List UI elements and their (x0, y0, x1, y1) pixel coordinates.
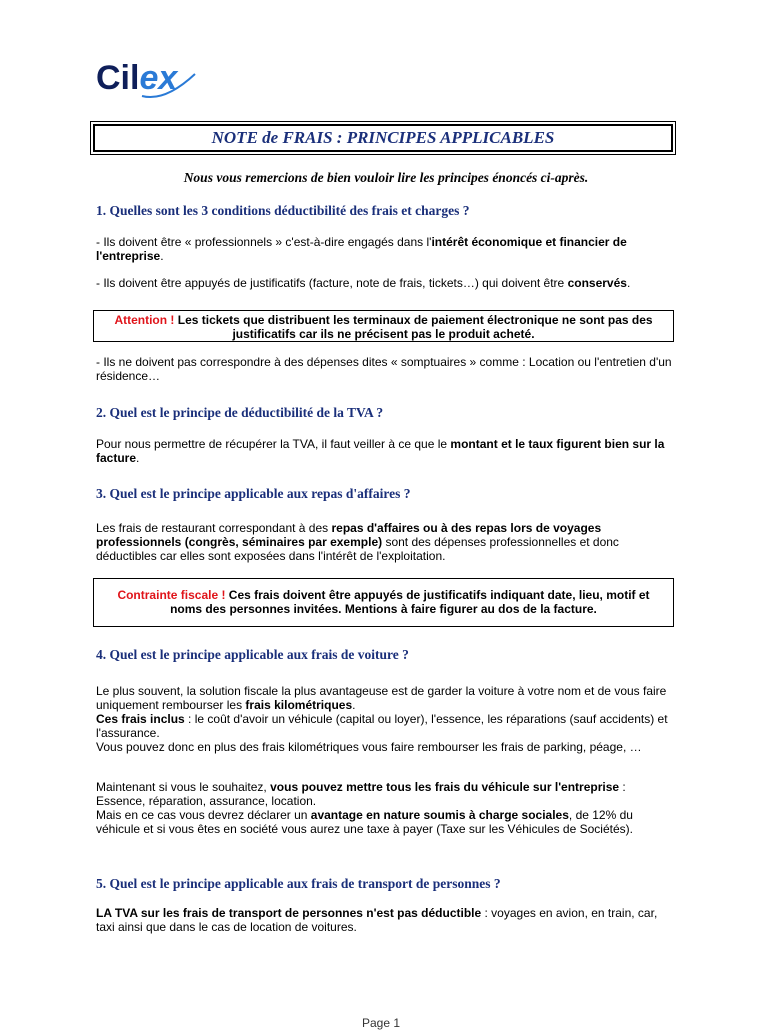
fiscal-constraint-label: Contrainte fiscale ! (117, 588, 226, 602)
section-5-heading: 5. Quel est le principe applicable aux frais de transport de personnes ? (96, 876, 501, 891)
section-2-heading: 2. Quel est le principe de déductibilité de la TVA ? (96, 405, 384, 420)
logo-text-part1: Cil (96, 59, 140, 97)
section-4-paragraph-4: Maintenant si vous le souhaitez, vous pouvez mettre tous les frais du véhicule sur l'entreprise : Essence, réparation, assurance, location. (96, 780, 626, 808)
attention-box: Attention ! Les tickets que distribuent les terminaux de paiement électronique ne sont pas des justificatifs car ils ne précisent pas le produit acheté. (93, 310, 674, 342)
section-4-paragraph-5: Mais en ce cas vous devrez déclarer un avantage en nature soumis à charge sociales, de 12% du véhicule et si vous êtes en société vous aurez une taxe à payer (Taxe sur les Véhicules de Sociétés). (96, 808, 633, 836)
logo-swoosh-icon (140, 66, 200, 106)
page-number: Page 1 (362, 1016, 401, 1030)
section-4-heading: 4. Quel est le principe applicable aux frais de voiture ? (96, 647, 409, 662)
section-4-paragraph-1: Le plus souvent, la solution fiscale la plus avantageuse est de garder la voiture à votre nom et de vous faire uniquement rembourser les frais kilométriques. (96, 684, 667, 712)
section-3-paragraph-1: Les frais de restaurant correspondant à des repas d'affaires ou à des repas lors de voyages professionnels (congrès, séminaires par exemple) sont des dépenses professionnelles et donc déductibles car elles sont exposées dans l'intérêt de l'exploitation. (96, 521, 619, 563)
fiscal-constraint-box: Contrainte fiscale ! Ces frais doivent être appuyés de justificatifs indiquant date, lieu, motif et noms des personnes invitées. Mentions à faire figurer au dos de la facture. (93, 578, 674, 627)
section-2-paragraph-1: Pour nous permettre de récupérer la TVA, il faut veiller à ce que le montant et le taux figurent bien sur la facture. (96, 437, 665, 465)
section-1-paragraph-1: - Ils doivent être « professionnels » c'est-à-dire engagés dans l'intérêt économique et financier de l'entreprise. (96, 235, 627, 263)
attention-label: Attention ! (114, 313, 175, 327)
section-4-paragraph-2: Ces frais inclus : le coût d'avoir un véhicule (capital ou loyer), l'essence, les réparations (sauf accidents) et l'assurance. (96, 712, 668, 740)
section-4-paragraph-3: Vous pouvez donc en plus des frais kilométriques vous faire rembourser les frais de parking, péage, … (96, 740, 642, 754)
section-1-heading: 1. Quelles sont les 3 conditions déductibilité des frais et charges ? (96, 203, 470, 218)
page-title: NOTE de FRAIS : PRINCIPES APPLICABLES (93, 124, 673, 152)
section-5-paragraph-1: LA TVA sur les frais de transport de personnes n'est pas déductible : voyages en avion, en train, car, taxi ainsi que dans le cas de location de voitures. (96, 906, 658, 934)
section-1-paragraph-2: - Ils doivent être appuyés de justificatifs (facture, note de frais, tickets…) qui doivent être conservés. (96, 276, 631, 290)
logo-text-part2: ex (139, 59, 178, 97)
section-1-paragraph-3: - Ils ne doivent pas correspondre à des dépenses dites « somptuaires » comme : Location ou l'entretien d'un résidence… (96, 355, 672, 383)
section-3-heading: 3. Quel est le principe applicable aux repas d'affaires ? (96, 486, 411, 501)
intro-text: Nous vous remercions de bien vouloir lire les principes énoncés ci-après. (183, 170, 589, 185)
